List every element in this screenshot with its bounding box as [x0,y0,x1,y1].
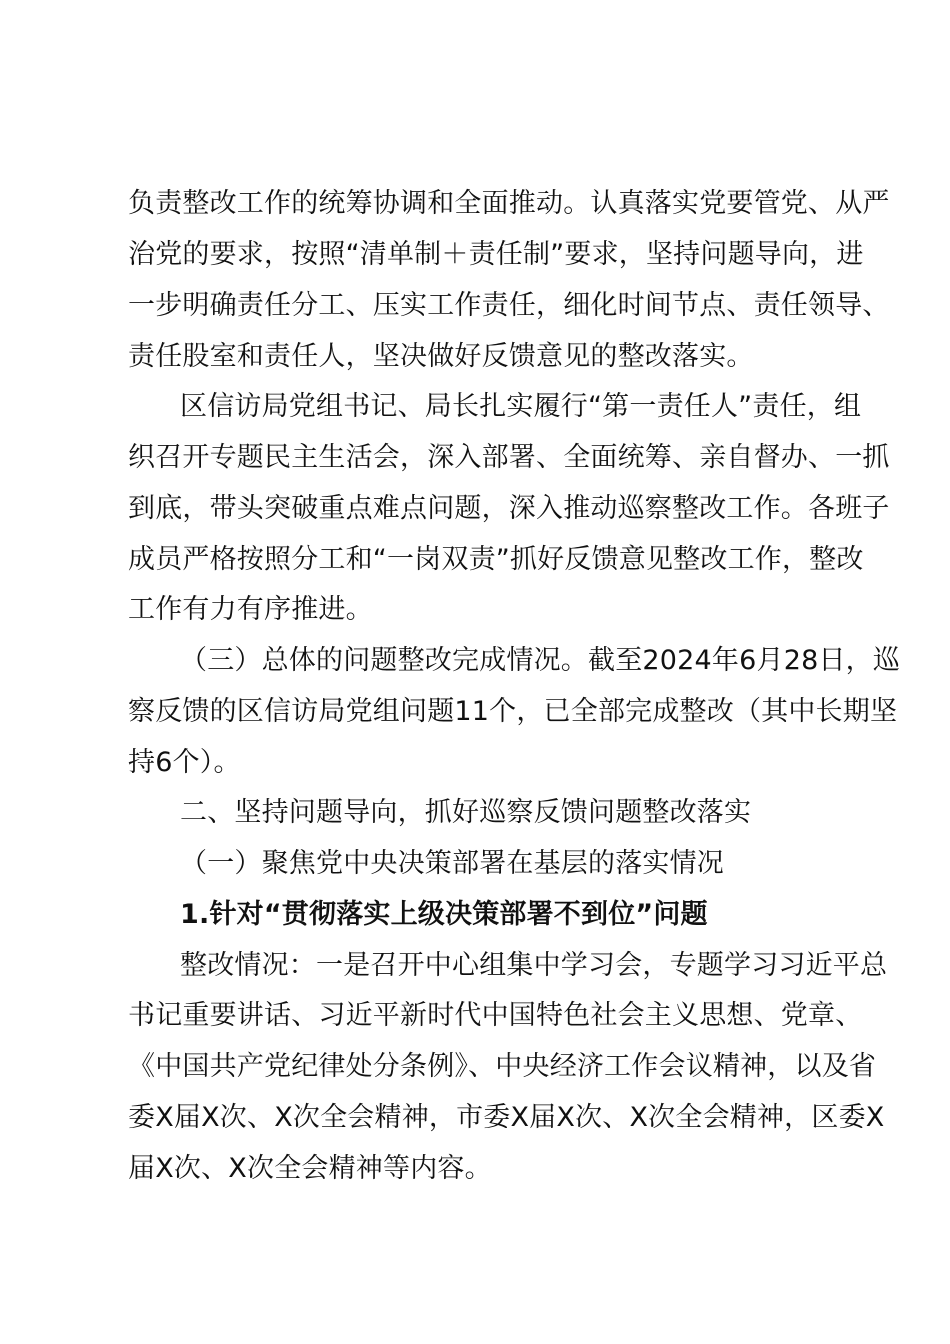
section-heading: 二、坚持问题导向，抓好巡察反馈问题整改落实 [180,797,752,828]
paragraph-line: 察反馈的区信访局党组问题11个，已全部完成整改（其中长期坚 [128,696,898,727]
paragraph-line: 委X届X次、X次全会精神，市委X届X次、X次全会精神，区委X [128,1102,885,1133]
paragraph-line: 责任股室和责任人，坚决做好反馈意见的整改落实。 [128,341,754,372]
item-heading: 1.针对“贯彻落实上级决策部署不到位”问题 [180,899,708,930]
paragraph-line: 区信访局党组书记、局长扎实履行“第一责任人”责任，组 [180,391,862,422]
paragraph-line: 一步明确责任分工、压实工作责任，细化时间节点、责任领导、 [128,290,890,321]
paragraph-line: 《中国共产党纪律处分条例》、中央经济工作会议精神，以及省 [128,1051,877,1082]
paragraph-line: 治党的要求，按照“清单制＋责任制”要求，坚持问题导向，进 [128,239,864,270]
paragraph-line: 持6个）。 [128,747,241,778]
paragraph-line: 织召开专题民主生活会，深入部署、全面统筹、亲自督办、一抓 [128,442,890,473]
paragraph-line: 书记重要讲话、习近平新时代中国特色社会主义思想、党章、 [128,1000,863,1031]
paragraph-line: 负责整改工作的统筹协调和全面推动。认真落实党要管党、从严 [128,188,890,219]
paragraph-line: 整改情况：一是召开中心组集中学习会，专题学习习近平总 [180,950,888,981]
subsection-heading: （一）聚焦党中央决策部署在基层的落实情况 [180,848,724,879]
paragraph-line: （三）总体的问题整改完成情况。截至2024年6月28日，巡 [180,645,901,676]
paragraph-line: 到底，带头突破重点难点问题，深入推动巡察整改工作。各班子 [128,493,890,524]
paragraph-line: 成员严格按照分工和“一岗双责”抓好反馈意见整改工作，整改 [128,544,864,575]
paragraph-line: 届X次、X次全会精神等内容。 [128,1153,492,1184]
paragraph-line: 工作有力有序推进。 [128,594,373,625]
